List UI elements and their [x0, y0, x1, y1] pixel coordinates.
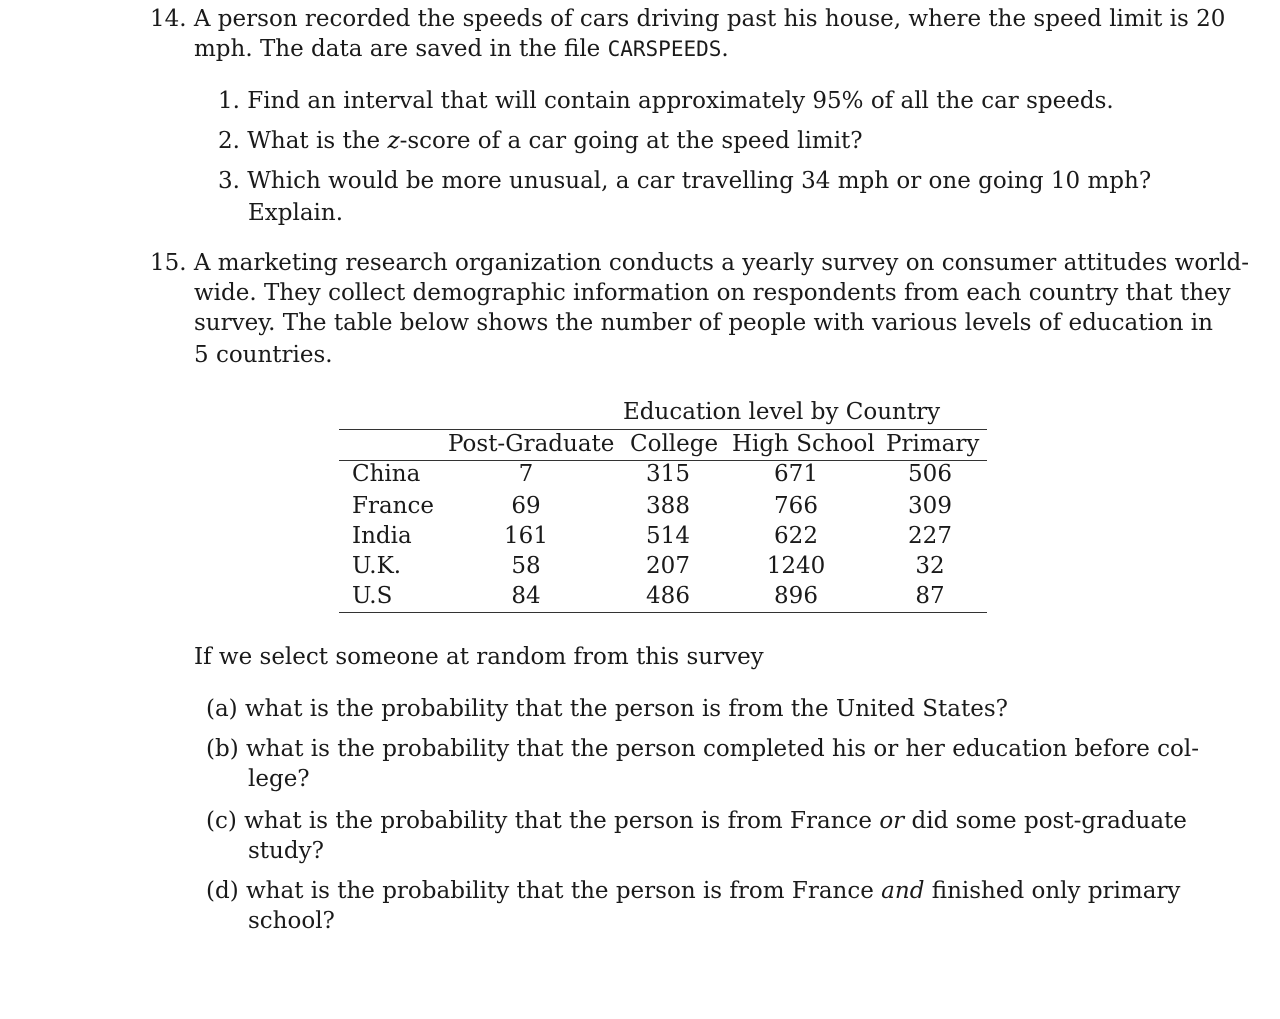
question-15-line-4: 5 countries.: [194, 342, 333, 368]
table-cell: 207: [646, 553, 690, 579]
header-post-graduate: Post-Graduate: [448, 431, 615, 457]
header-primary: Primary: [886, 431, 980, 457]
part-c-line-2: study?: [248, 838, 324, 864]
q14-item-3-line-2: Explain.: [248, 200, 344, 226]
table-cell: 514: [646, 523, 690, 549]
table-cell: 58: [511, 553, 541, 579]
row-country: U.K.: [352, 553, 402, 579]
table-cell: 69: [511, 493, 541, 519]
row-country: France: [352, 493, 434, 519]
part-b-line-2: lege?: [248, 766, 310, 792]
q14-item-2: 2. What is the z-score of a car going at the speed limit?: [218, 128, 863, 154]
row-country: U.S: [352, 583, 393, 609]
q14-item-1: 1. Find an interval that will contain approximately 95% of all the car speeds.: [218, 88, 1114, 114]
prompt: If we select someone at random from this survey: [194, 644, 764, 670]
question-text: A person recorded the speeds of cars driving past his house, where the speed limit is 20: [193, 6, 1226, 32]
table-cell: 87: [915, 583, 945, 609]
question-15-line-1: 15. A marketing research organization conducts a yearly survey on consumer attitudes world-: [150, 250, 1250, 276]
question-14-line-2: mph. The data are saved in the file CARSPEEDS.: [194, 36, 729, 62]
table-cell: 227: [908, 523, 952, 549]
table-cell: 766: [774, 493, 818, 519]
row-country: India: [352, 523, 412, 549]
question-14-line-1: [150, 4, 1225, 34]
table-cell: 84: [511, 583, 541, 609]
part-d: (d) what is the probability that the person is from France and finished only primary: [206, 878, 1181, 904]
header-college: College: [630, 431, 719, 457]
question-number: 14.: [150, 6, 187, 32]
part-d-line-2: school?: [248, 908, 335, 934]
table-cell: 671: [774, 461, 818, 487]
table-rule-bottom: [339, 612, 987, 613]
table-cell: 622: [774, 523, 818, 549]
question-text: mph. The data are saved in the file: [194, 36, 601, 62]
filename: CARSPEEDS: [607, 37, 722, 61]
table-cell: 506: [908, 461, 952, 487]
header-high-school: High School: [732, 431, 875, 457]
question-15-line-2: wide. They collect demographic information on respondents from each country that they: [194, 280, 1231, 306]
part-b: (b) what is the probability that the person completed his or her education before col-: [206, 736, 1200, 762]
table-caption: Education level by Country: [623, 399, 941, 425]
table-cell: 161: [504, 523, 548, 549]
table-cell: 486: [646, 583, 690, 609]
part-c: (c) what is the probability that the person is from France or did some post-graduate: [206, 808, 1187, 834]
q14-item-3: 3. Which would be more unusual, a car travelling 34 mph or one going 10 mph?: [218, 168, 1152, 194]
question-number: 15.: [150, 250, 187, 276]
part-a: (a) what is the probability that the person is from the United States?: [206, 696, 1009, 722]
table-cell: 309: [908, 493, 952, 519]
table-cell: 1240: [766, 553, 826, 579]
table-cell: 32: [915, 553, 945, 579]
question-15-line-3: survey. The table below shows the number of people with various levels of education in: [194, 310, 1213, 336]
table-cell: 388: [646, 493, 690, 519]
table-cell: 315: [646, 461, 690, 487]
row-country: China: [352, 461, 421, 487]
table-cell: 896: [774, 583, 818, 609]
table-cell: 7: [518, 461, 534, 487]
